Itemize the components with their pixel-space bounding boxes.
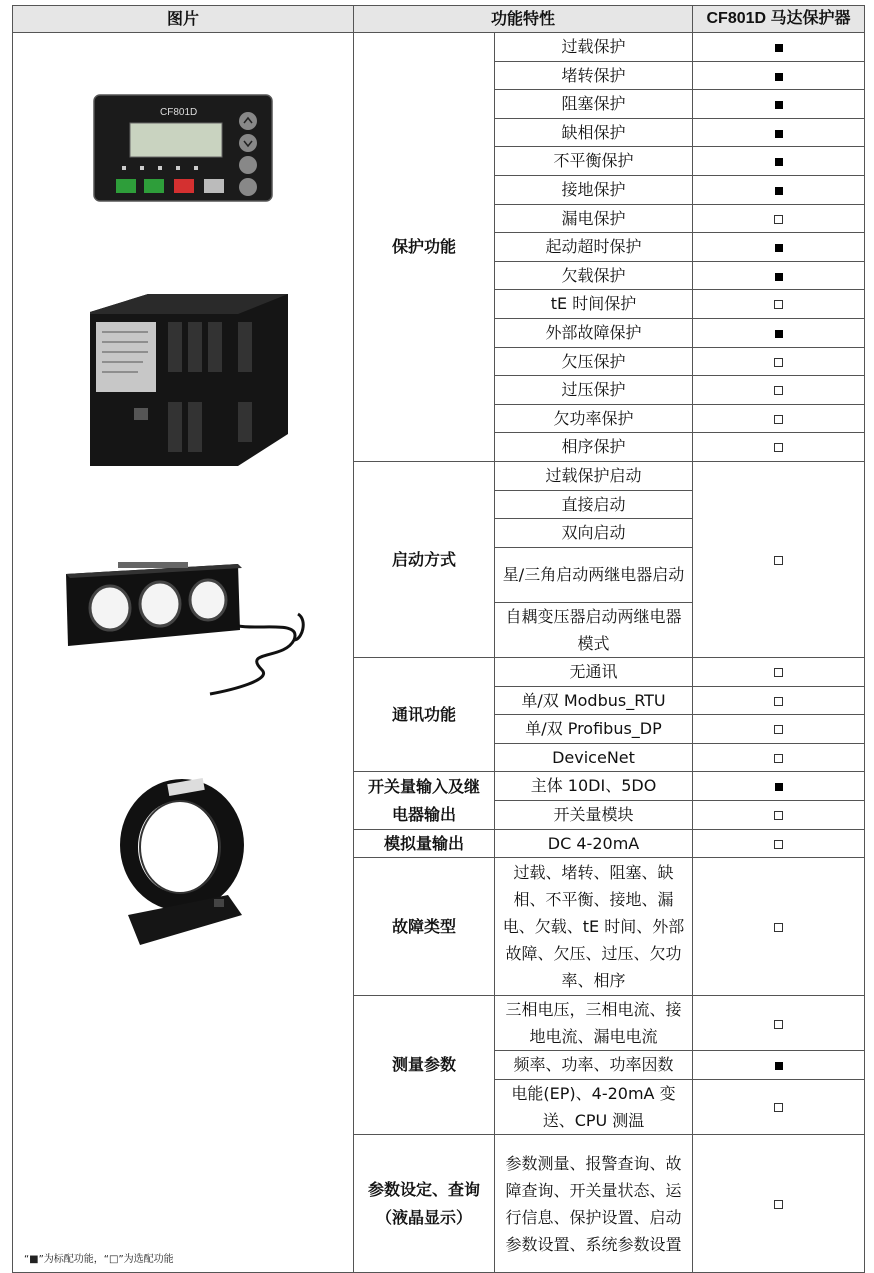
optional-mark-icon <box>774 443 783 452</box>
availability-cell <box>693 1135 865 1273</box>
feature-item: DC 4-20mA <box>495 829 693 858</box>
feature-item: 单/双 Modbus_RTU <box>495 686 693 715</box>
availability-cell <box>693 996 865 1051</box>
availability-cell <box>693 318 865 347</box>
feature-group-label: 保护功能 <box>354 33 495 462</box>
feature-item: 漏电保护 <box>495 204 693 233</box>
availability-cell <box>693 290 865 319</box>
feature-item: 起动超时保护 <box>495 233 693 262</box>
optional-mark-icon <box>774 725 783 734</box>
availability-cell <box>693 376 865 405</box>
standard-mark-icon <box>775 273 783 281</box>
optional-mark-icon <box>774 358 783 367</box>
feature-group-label <box>354 1135 495 1273</box>
standard-mark-icon <box>775 101 783 109</box>
feature-item: 三相电压，三相电流、接地电流、漏电电流 <box>495 996 693 1051</box>
feature-item: 不平衡保护 <box>495 147 693 176</box>
optional-mark-icon <box>774 386 783 395</box>
availability-cell <box>693 1051 865 1080</box>
availability-cell <box>693 743 865 772</box>
availability-cell <box>693 61 865 90</box>
feature-item: 电能(EP)、4-20mA 变送、CPU 测温 <box>495 1080 693 1135</box>
optional-mark-icon <box>774 697 783 706</box>
feature-group-label: 模拟量输出 <box>354 829 495 858</box>
availability-cell <box>693 1080 865 1135</box>
feature-item: 阻塞保护 <box>495 90 693 119</box>
optional-mark-icon <box>774 754 783 763</box>
availability-cell <box>693 829 865 858</box>
feature-item: 单/双 Profibus_DP <box>495 715 693 744</box>
availability-cell <box>693 118 865 147</box>
optional-mark-icon <box>774 556 783 565</box>
availability-cell <box>693 90 865 119</box>
feature-item: 主体 10DI、5DO <box>495 772 693 801</box>
optional-mark-icon <box>774 840 783 849</box>
optional-mark-icon <box>774 923 783 932</box>
table-row <box>13 33 865 62</box>
feature-item: 外部故障保护 <box>495 318 693 347</box>
device-display-module-image <box>92 93 274 205</box>
feature-group-label <box>354 772 495 829</box>
availability-cell <box>693 801 865 830</box>
current-transformer-3hole-image <box>62 560 322 700</box>
availability-cell <box>693 658 865 687</box>
feature-item: 过载、堵转、阻塞、缺相、不平衡、接地、漏电、欠载、tE 时间、外部故障、欠压、过压、欠功率、相序 <box>495 858 693 996</box>
optional-mark-icon <box>774 215 783 224</box>
availability-cell <box>693 33 865 62</box>
optional-mark-icon <box>774 415 783 424</box>
standard-mark-icon <box>775 783 783 791</box>
availability-cell <box>693 347 865 376</box>
header-features: 功能特性 <box>354 6 693 33</box>
feature-item: 开关量模块 <box>495 801 693 830</box>
feature-item: 堵转保护 <box>495 61 693 90</box>
standard-mark-icon <box>775 330 783 338</box>
feature-item: tE 时间保护 <box>495 290 693 319</box>
group-name-text: 参数设定、查询（液晶显示） <box>368 1180 481 1227</box>
header-picture: 图片 <box>13 6 354 33</box>
feature-item: 过载保护启动 <box>495 461 693 490</box>
feature-item: 过载保护 <box>495 33 693 62</box>
device-main-unit-image <box>88 292 294 468</box>
availability-cell <box>693 772 865 801</box>
feature-group-label: 测量参数 <box>354 996 495 1135</box>
optional-mark-icon <box>774 300 783 309</box>
feature-item: 接地保护 <box>495 175 693 204</box>
standard-mark-icon <box>775 187 783 195</box>
feature-item: 欠压保护 <box>495 347 693 376</box>
availability-cell <box>693 461 865 657</box>
optional-mark-icon <box>774 668 783 677</box>
optional-mark-icon <box>774 1103 783 1112</box>
standard-mark-icon <box>775 244 783 252</box>
feature-item: 双向启动 <box>495 519 693 548</box>
standard-mark-icon <box>775 130 783 138</box>
feature-group-label: 通讯功能 <box>354 658 495 772</box>
availability-cell <box>693 261 865 290</box>
optional-mark-icon <box>774 1200 783 1209</box>
feature-item: 星/三角启动两继电器启动 <box>495 547 693 602</box>
standard-mark-icon <box>775 158 783 166</box>
availability-cell <box>693 686 865 715</box>
availability-cell <box>693 433 865 462</box>
feature-group-label: 启动方式 <box>354 461 495 657</box>
standard-mark-icon <box>775 1062 783 1070</box>
feature-item: 参数测量、报警查询、故障查询、开关量状态、运行信息、保护设置、启动参数设置、系统参数设置 <box>495 1135 693 1273</box>
feature-item: DeviceNet <box>495 743 693 772</box>
standard-mark-icon <box>775 44 783 52</box>
device-model-label: CF801D <box>160 107 198 118</box>
feature-item: 相序保护 <box>495 433 693 462</box>
optional-mark-icon <box>774 1020 783 1029</box>
footnote: “■”为标配功能，“□”为选配功能 <box>24 1254 174 1265</box>
group-name-text: 开关量输入及继电器输出 <box>368 776 481 824</box>
optional-mark-icon <box>774 811 783 820</box>
feature-item: 过压保护 <box>495 376 693 405</box>
feature-item: 自耦变压器启动两继电器模式 <box>495 602 693 657</box>
zero-sequence-ct-image <box>118 775 252 953</box>
feature-item: 无通讯 <box>495 658 693 687</box>
feature-item: 欠功率保护 <box>495 404 693 433</box>
availability-cell <box>693 175 865 204</box>
availability-cell <box>693 858 865 996</box>
standard-mark-icon <box>775 73 783 81</box>
availability-cell <box>693 715 865 744</box>
availability-cell <box>693 147 865 176</box>
header-row <box>13 6 865 33</box>
availability-cell <box>693 233 865 262</box>
availability-cell <box>693 204 865 233</box>
availability-cell <box>693 404 865 433</box>
feature-group-label: 故障类型 <box>354 858 495 996</box>
header-product: CF801D 马达保护器 <box>693 6 865 33</box>
feature-item: 直接启动 <box>495 490 693 519</box>
feature-item: 频率、功率、功率因数 <box>495 1051 693 1080</box>
feature-item: 缺相保护 <box>495 118 693 147</box>
feature-item: 欠载保护 <box>495 261 693 290</box>
